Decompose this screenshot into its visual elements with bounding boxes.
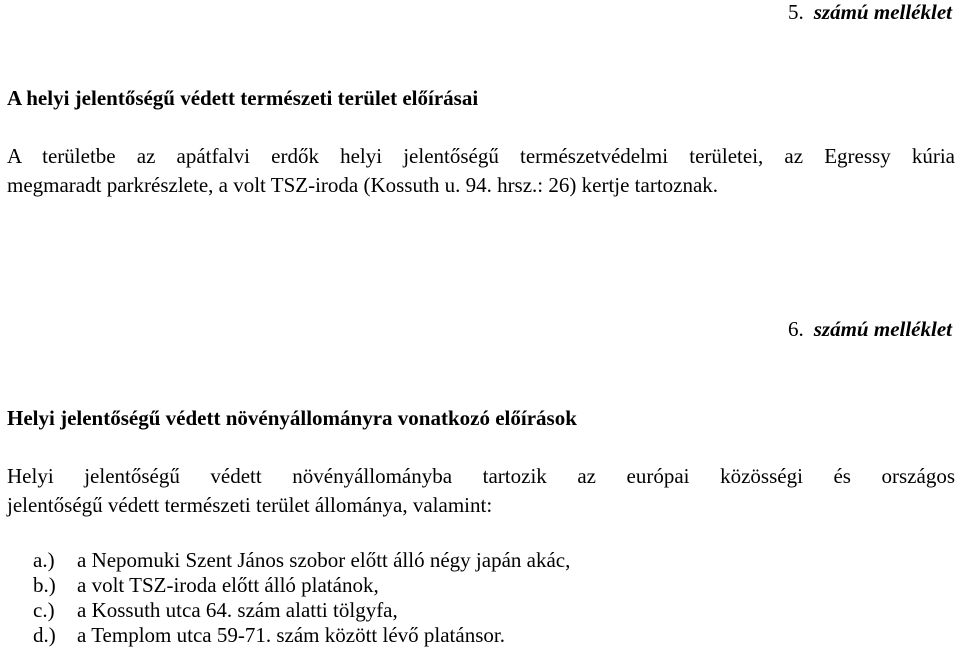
list-item-text: a volt TSZ-iroda előtt álló platánok, — [77, 573, 379, 597]
paragraph-line: jelentőségű védett természeti terület állománya, valamint: — [7, 493, 493, 517]
protected-trees-list — [7, 548, 570, 648]
list-marker: c.) — [33, 598, 55, 622]
annex-number: 5. — [788, 0, 804, 24]
list-item-text: a Kossuth utca 64. szám alatti tölgyfa, — [77, 598, 398, 622]
list-item-text: a Templom utca 59-71. szám között lévő platánsor. — [77, 623, 505, 647]
annex-text: számú melléklet — [813, 317, 952, 341]
paragraph-line: Helyi jelentőségű védett növényállományba tartozik az európai közösségi és országos — [7, 464, 955, 488]
list-item — [7, 598, 570, 623]
annex-6-label — [788, 317, 952, 341]
list-marker: b.) — [33, 573, 56, 597]
list-item — [7, 548, 570, 573]
paragraph-line: A területbe az apátfalvi erdők helyi jelentőségű természetvédelmi területei, az Egressy kúria — [7, 144, 955, 168]
section-6-paragraph — [7, 462, 955, 520]
annex-text: számú melléklet — [813, 0, 952, 24]
section-5-title: A helyi jelentőségű védett természeti terület előírásai — [7, 86, 479, 110]
annex-number: 6. — [788, 317, 804, 341]
list-marker: d.) — [33, 623, 56, 647]
list-item — [7, 623, 570, 648]
section-5-paragraph — [7, 142, 955, 200]
list-item — [7, 573, 570, 598]
annex-5-label — [788, 0, 952, 24]
section-6-title: Helyi jelentőségű védett növényállományra vonatkozó előírások — [7, 406, 577, 430]
paragraph-line: megmaradt parkrészlete, a volt TSZ-iroda (Kossuth u. 94. hrsz.: 26) kertje tartoznak. — [7, 173, 719, 197]
list-item-text: a Nepomuki Szent János szobor előtt álló négy japán akác, — [77, 548, 571, 572]
list-marker: a.) — [33, 548, 55, 572]
